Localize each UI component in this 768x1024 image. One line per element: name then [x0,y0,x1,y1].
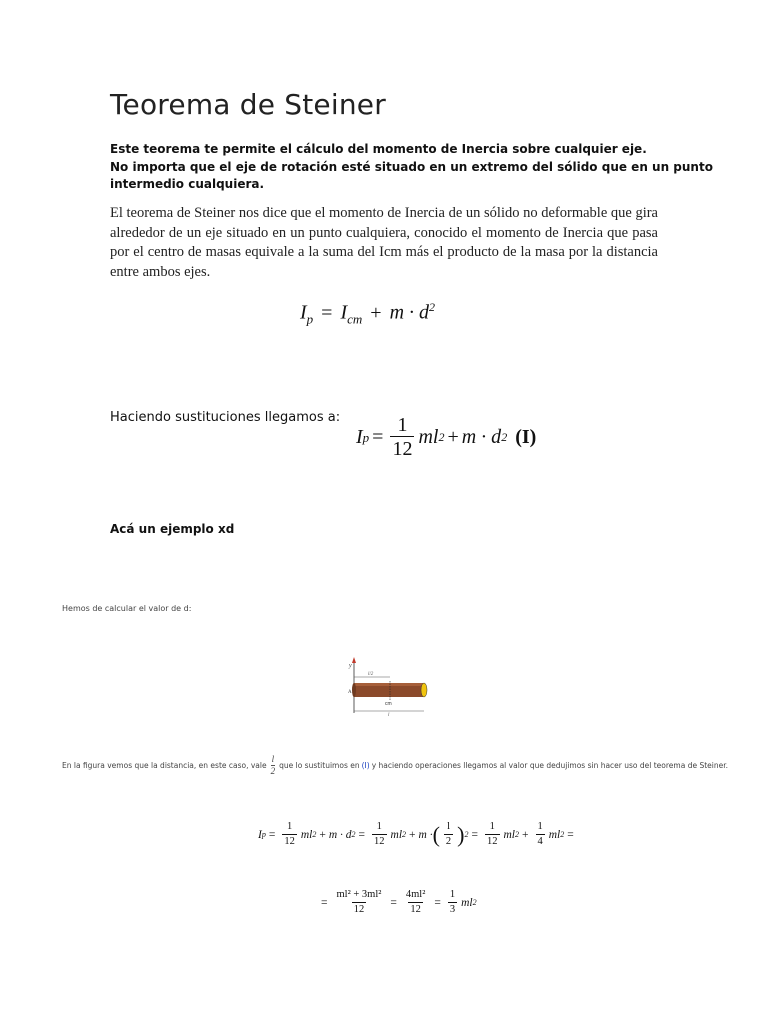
example-label: Acá un ejemplo xd [110,522,235,536]
intro-line-3: intermedio cualquiera. [110,177,265,191]
intro-line-2: No importa que el eje de rotación esté situado en un extremo del sólido que en un punto [110,160,713,174]
rod-end-cap [421,683,427,697]
page-title: Teorema de Steiner [110,88,386,121]
derivation-step-2: = $\frac{\text{ml² + 3ml²}}{12}$ = $\frac{\text{4ml²}}{12}$ = $\frac{1}{3}$ ml 2 [321,889,477,915]
steiner-formula: $I_p = I_{cm} + m \cdot d^2$ [300,300,436,327]
fraction-one-twelfth: $\frac{1}{12}$ [392,414,413,460]
axis-arrow-icon [352,657,356,663]
length-label: l [388,713,390,717]
cm-label: cm [385,701,392,707]
steiner-paragraph: El teorema de Steiner nos dice que el momento de Inercia de un sólido no deformable que gira alrededor de un eje situado en un punto cualquiera, conocido el momento de Inercia que pasa por el centro de masas equivale a la suma del Icm más el producto de la masa por la distancia entre ambos ejes. [110,205,658,280]
calc-line: Hemos de calcular el valor de d: [62,604,192,613]
axis-label: y [349,663,352,669]
rod-figure [346,655,436,717]
equation-reference-link: (I) [361,761,370,770]
rod-highlight [354,683,424,686]
figure-explanation: En la figura vemos que la distancia, en este caso, vale $\frac{l}{2}$ que lo sustituimos en (I) y haciendo operaciones llegamos al valor que dedujimos sin hacer uso del teorema de Steiner. [62,754,729,776]
rod-start-cap [352,683,356,697]
substitution-label: Haciendo sustituciones llegamos a: [110,410,341,425]
derivation-step-1: I p = $\frac{1}{12}$ ml 2 + m · d 2 = $\frac{1}{12}$ ml 2 + m · ( $\frac{l}{2}$ ) 2 = $\frac{1}{12}$ ml 2 + $\frac{1}{4}$ ml 2 = [258,821,574,847]
equation-tag: (I) [515,426,537,448]
intro-line-1: Este teorema te permite el cálculo del momento de Inercia sobre cualquier eje. [110,142,647,156]
end-label: A [348,690,352,695]
half-length-label: l/2 [368,672,374,677]
substituted-formula: I p = $\frac{1}{12}$ ml 2 + m · d 2 (I) [356,414,537,460]
fraction-l-over-2: $\frac{l}{2}$ [270,754,276,776]
